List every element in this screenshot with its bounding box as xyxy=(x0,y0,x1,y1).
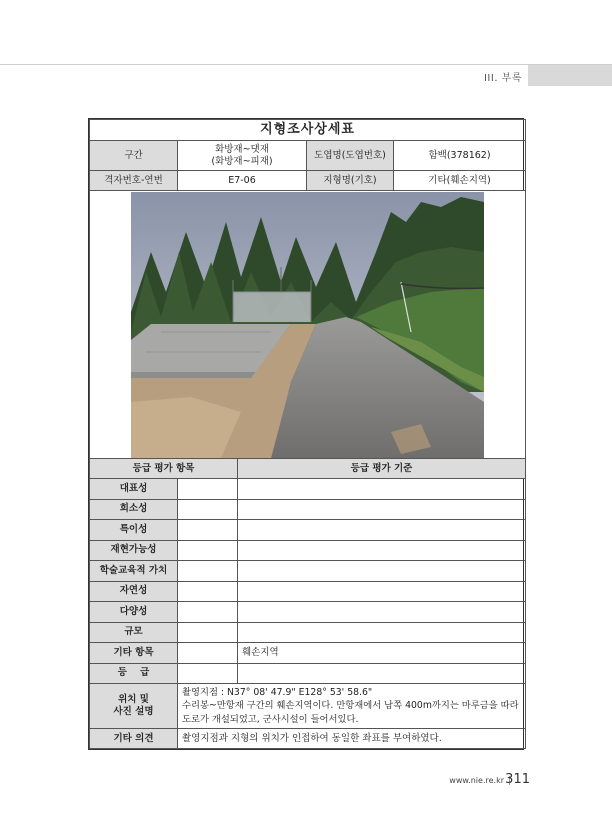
grade-row xyxy=(90,602,526,623)
other-opinion-label: 기타 의견 xyxy=(90,729,178,749)
sheet-title: 지형조사상세표 xyxy=(90,120,526,141)
site-photo xyxy=(131,192,484,458)
site-url: www.nie.re.kr xyxy=(449,776,504,785)
location-label-line1: 위치 및 xyxy=(118,694,149,706)
shooting-point: 촬영지점 : N37° 08' 47.9" E128° 53' 58.6" xyxy=(182,687,373,698)
grade-item-value xyxy=(178,520,238,541)
grade-item-criteria xyxy=(238,520,526,541)
grade-item-label: 자연성 xyxy=(90,581,178,602)
grade-row xyxy=(90,520,526,541)
location-label-line2: 사진 설명 xyxy=(113,706,154,718)
grade-row xyxy=(90,663,526,684)
chapter-label: III. 부록 xyxy=(483,73,522,84)
grade-item-value xyxy=(178,499,238,520)
grade-row xyxy=(90,540,526,561)
grade-criteria-header: 등급 평가 기준 xyxy=(238,459,526,479)
section-value-line1: 화방재~댓재 xyxy=(215,143,269,155)
grade-item-label: 재현가능성 xyxy=(90,540,178,561)
landform-survey-sheet xyxy=(88,118,524,750)
landform-name-label: 지형명(기호) xyxy=(307,171,394,191)
landform-name-value: 기타(훼손지역) xyxy=(394,171,526,191)
grade-item-criteria xyxy=(238,561,526,582)
grade-row xyxy=(90,581,526,602)
grade-item-label: 대표성 xyxy=(90,479,178,500)
grade-item-value xyxy=(178,561,238,582)
section-value-line2: (화방재~피재) xyxy=(211,155,273,167)
grade-row xyxy=(90,499,526,520)
chapter-header xyxy=(0,65,612,87)
grade-item-criteria xyxy=(238,622,526,643)
grade-item-criteria xyxy=(238,663,526,684)
grade-row xyxy=(90,561,526,582)
grade-row xyxy=(90,643,526,664)
grade-item-value xyxy=(178,479,238,500)
grade-item-criteria: 훼손지역 xyxy=(238,643,526,664)
section-label: 구간 xyxy=(90,141,178,171)
grade-item-value xyxy=(178,581,238,602)
grade-item-value xyxy=(178,602,238,623)
other-opinion-text: 촬영지점과 지형의 위치가 인접하여 동일한 좌표를 부여하였다. xyxy=(178,729,526,749)
chapter-tab-bar xyxy=(528,65,612,86)
grade-item-label: 학술교육적 가치 xyxy=(90,561,178,582)
map-sheet-value: 함백(378162) xyxy=(394,141,526,171)
section-value xyxy=(178,141,307,171)
location-description xyxy=(178,684,526,729)
grade-row xyxy=(90,479,526,500)
grade-item-label: 특이성 xyxy=(90,520,178,541)
grade-item-value xyxy=(178,622,238,643)
page-number: 311 xyxy=(505,772,530,787)
location-desc-line2: 도로가 개설되었고, 군사시설이 들어서있다. xyxy=(182,713,359,725)
grade-item-criteria xyxy=(238,602,526,623)
grade-item-value xyxy=(178,540,238,561)
photo-cell xyxy=(90,191,526,459)
grade-items-header: 등급 평가 항목 xyxy=(90,459,238,479)
map-sheet-label: 도엽명(도엽번호) xyxy=(307,141,394,171)
grade-item-criteria xyxy=(238,581,526,602)
grade-item-label: 규모 xyxy=(90,622,178,643)
grade-row xyxy=(90,622,526,643)
grade-item-criteria xyxy=(238,479,526,500)
grade-item-label: 기타 항목 xyxy=(90,643,178,664)
grade-item-value xyxy=(178,643,238,664)
location-label xyxy=(90,684,178,729)
grade-item-value xyxy=(178,663,238,684)
grade-item-label: 등 급 xyxy=(90,663,178,684)
grade-item-label: 희소성 xyxy=(90,499,178,520)
grid-number-label: 격자번호-연번 xyxy=(90,171,178,191)
grade-item-criteria xyxy=(238,540,526,561)
location-desc-line1: 수리봉~만항재 구간의 훼손지역이다. 만항재에서 남쪽 400m까지는 마루금을 따라 xyxy=(182,700,519,712)
survey-table xyxy=(89,119,526,749)
grade-item-criteria xyxy=(238,499,526,520)
grade-item-label: 다양성 xyxy=(90,602,178,623)
grid-number-value: E7-06 xyxy=(178,171,307,191)
